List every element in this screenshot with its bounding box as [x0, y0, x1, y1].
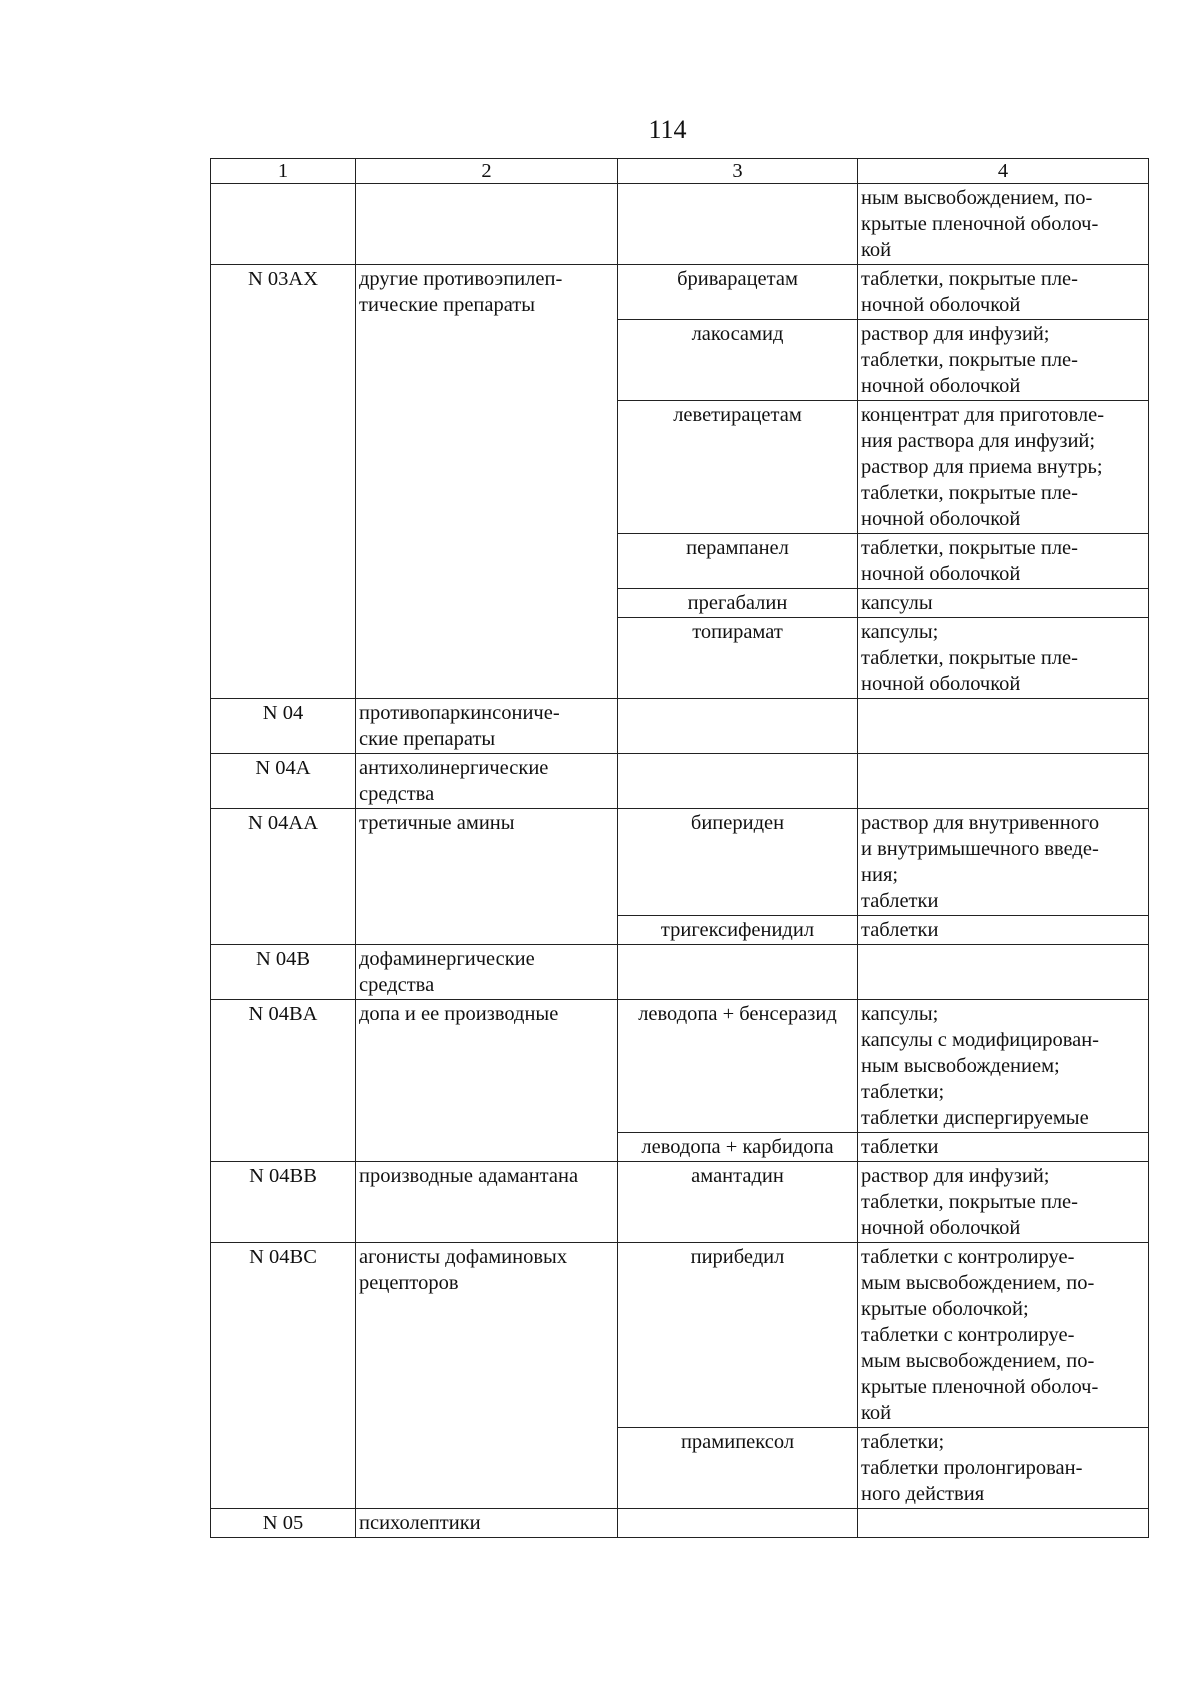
- dosage-form-cell: таблетки, покрытые пле- ночной оболочкой: [858, 534, 1149, 589]
- column-header: 1: [211, 159, 356, 184]
- drug-name-cell: прамипексол: [618, 1428, 858, 1509]
- group-name-cell: другие противоэпилеп- тические препараты: [356, 265, 618, 699]
- drug-table: [210, 158, 1149, 1538]
- drug-name-cell: амантадин: [618, 1162, 858, 1243]
- drug-name-cell: леводопа + бенсеразид: [618, 1000, 858, 1133]
- dosage-form-cell: раствор для инфузий; таблетки, покрытые пле- ночной оболочкой: [858, 320, 1149, 401]
- drug-name-cell: [618, 699, 858, 754]
- dosage-form-cell: капсулы; таблетки, покрытые пле- ночной оболочкой: [858, 618, 1149, 699]
- dosage-form-cell: концентрат для приготовле- ния раствора для инфузий; раствор для приема внутрь; таблетки, покрытые пле- ночной оболочкой: [858, 401, 1149, 534]
- group-name-cell: антихолинергические средства: [356, 754, 618, 809]
- table-row: [211, 1000, 1149, 1133]
- table-row: [211, 1509, 1149, 1538]
- atc-code-cell: N 04BA: [211, 1000, 356, 1162]
- atc-code-cell: N 04BB: [211, 1162, 356, 1243]
- atc-code-cell: N 04BC: [211, 1243, 356, 1509]
- dosage-form-cell: таблетки: [858, 1133, 1149, 1162]
- drug-name-cell: бриварацетам: [618, 265, 858, 320]
- atc-code-cell: N 04A: [211, 754, 356, 809]
- group-name-cell: производные адамантана: [356, 1162, 618, 1243]
- atc-code-cell: N 04: [211, 699, 356, 754]
- dosage-form-cell: [858, 754, 1149, 809]
- group-name-cell: [356, 184, 618, 265]
- drug-name-cell: леветирацетам: [618, 401, 858, 534]
- group-name-cell: психолептики: [356, 1509, 618, 1538]
- dosage-form-cell: таблетки: [858, 916, 1149, 945]
- group-name-cell: противопаркинсониче- ские препараты: [356, 699, 618, 754]
- drug-name-cell: [618, 754, 858, 809]
- column-header: 4: [858, 159, 1149, 184]
- drug-name-cell: перампанел: [618, 534, 858, 589]
- dosage-form-cell: капсулы; капсулы с модифицирован- ным высвобождением; таблетки; таблетки диспергируемые: [858, 1000, 1149, 1133]
- drug-name-cell: тригексифенидил: [618, 916, 858, 945]
- dosage-form-cell: таблетки с контролируе- мым высвобождением, по- крытые оболочкой; таблетки с контролируе- мым высвобождением, по- крытые пленочной оболоч- кой: [858, 1243, 1149, 1428]
- table-row: [211, 265, 1149, 320]
- column-header: 2: [356, 159, 618, 184]
- table-row: [211, 1162, 1149, 1243]
- dosage-form-cell: раствор для инфузий; таблетки, покрытые пле- ночной оболочкой: [858, 1162, 1149, 1243]
- dosage-form-cell: ным высвобождением, по- крытые пленочной оболоч- кой: [858, 184, 1149, 265]
- drug-name-cell: прегабалин: [618, 589, 858, 618]
- dosage-form-cell: таблетки, покрытые пле- ночной оболочкой: [858, 265, 1149, 320]
- dosage-form-cell: [858, 945, 1149, 1000]
- table-row: [211, 1243, 1149, 1428]
- dosage-form-cell: [858, 1509, 1149, 1538]
- table-row: [211, 699, 1149, 754]
- table-row: [211, 809, 1149, 916]
- atc-code-cell: N 04B: [211, 945, 356, 1000]
- atc-code-cell: N 03AX: [211, 265, 356, 699]
- atc-code-cell: N 05: [211, 1509, 356, 1538]
- page-number: 114: [648, 115, 687, 144]
- group-name-cell: допа и ее производные: [356, 1000, 618, 1162]
- dosage-form-cell: таблетки; таблетки пролонгирован- ного действия: [858, 1428, 1149, 1509]
- atc-code-cell: [211, 184, 356, 265]
- atc-code-cell: N 04AA: [211, 809, 356, 945]
- dosage-form-cell: [858, 699, 1149, 754]
- drug-name-cell: [618, 1509, 858, 1538]
- column-header: 3: [618, 159, 858, 184]
- drug-name-cell: бипериден: [618, 809, 858, 916]
- dosage-form-cell: капсулы: [858, 589, 1149, 618]
- drug-name-cell: [618, 945, 858, 1000]
- table-row: [211, 184, 1149, 265]
- drug-name-cell: топирамат: [618, 618, 858, 699]
- table-body: [211, 184, 1149, 1538]
- dosage-form-cell: раствор для внутривенного и внутримышечного введе- ния; таблетки: [858, 809, 1149, 916]
- table-row: [211, 754, 1149, 809]
- drug-name-cell: лакосамид: [618, 320, 858, 401]
- drug-name-cell: леводопа + карбидопа: [618, 1133, 858, 1162]
- header-row: [211, 159, 1149, 184]
- group-name-cell: агонисты дофаминовых рецепторов: [356, 1243, 618, 1509]
- table-row: [211, 945, 1149, 1000]
- drug-name-cell: [618, 184, 858, 265]
- group-name-cell: третичные амины: [356, 809, 618, 945]
- group-name-cell: дофаминергические средства: [356, 945, 618, 1000]
- drug-name-cell: пирибедил: [618, 1243, 858, 1428]
